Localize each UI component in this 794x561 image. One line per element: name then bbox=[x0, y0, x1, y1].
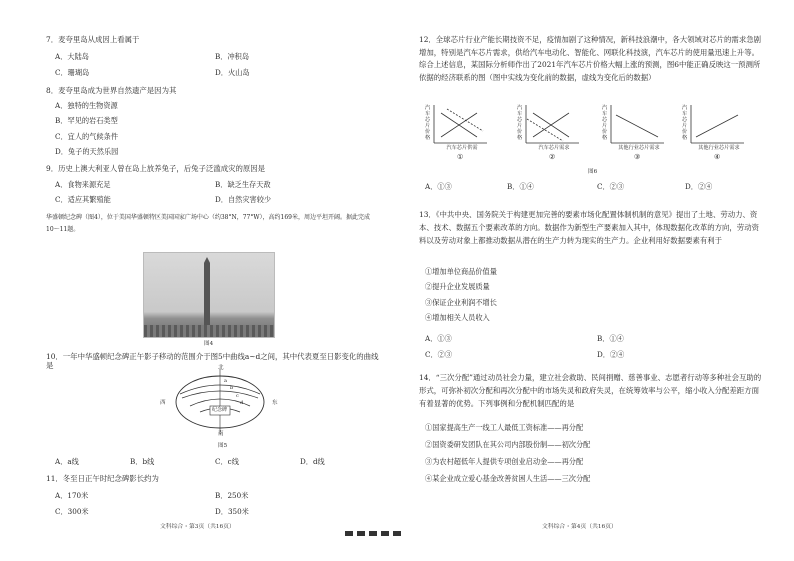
q7-option-d: D．火山岛 bbox=[215, 68, 250, 77]
q13-item-4: ④增加相关人员收入 bbox=[425, 313, 490, 322]
fig6-chart-2 bbox=[517, 103, 581, 165]
q8-option-d: D．兔子的天然乐园 bbox=[55, 147, 119, 156]
fig5-label-a: a bbox=[224, 378, 227, 384]
obelisk-shape bbox=[204, 257, 210, 331]
chart1-line-c bbox=[447, 109, 483, 131]
q10-option-d: D．d线 bbox=[300, 457, 325, 466]
chart2-xlabel: 汽车芯片需求 bbox=[538, 145, 570, 151]
right-footer: 文科综合・第4页（共16页） bbox=[542, 524, 617, 530]
q11-stem: 11．冬至日正午时纪念碑影长约为 bbox=[46, 474, 159, 483]
q9-option-c: C．适应其繁殖能 bbox=[55, 195, 111, 204]
q12-stem: 12．全球芯片行业产能长期技资不足，疫情加剧了这种情况，新科技浪潮中，各大领域对芯片的需求急剧增加，特别是汽车芯片需求，供给汽车电动化、智能化、网联化科技演，汽车芯片的使用量迅速上升等。综合上述信息，某国际分析师作出了2021年汽车芯片价格大幅上涨的预测，图6中能正确反映这一预测所依据的经济联系的图（图中实线为变化前的数据，虚线为变化后的数据） bbox=[419, 35, 761, 82]
chart4-plot bbox=[682, 103, 746, 145]
treeline bbox=[144, 325, 274, 337]
chart4-ylabel: 汽车芯片价格 bbox=[682, 105, 688, 141]
fig5-south: 南 bbox=[218, 431, 224, 437]
q13-item-2: ②提升企业发展质量 bbox=[425, 282, 490, 291]
chart2-ylabel: 汽车芯片价格 bbox=[517, 105, 523, 141]
q9-option-a: A．食物来源充足 bbox=[55, 180, 111, 189]
q10-option-c: C．c线 bbox=[215, 457, 239, 466]
chart4-number: ④ bbox=[714, 153, 721, 161]
passage: 华盛顿纪念碑（图4），位于美国华盛顿特区美国国家广场中心（约38°N，77°W），高约169米，周边平坦开阔。据此完成10～11题。 bbox=[46, 214, 370, 233]
chart4-xlabel: 其他行业芯片需求 bbox=[698, 145, 740, 151]
q11-option-d: D．350米 bbox=[215, 507, 249, 516]
q8-stem: 8．麦夸里岛成为世界自然遗产是因为其 bbox=[46, 86, 177, 95]
washington-monument-photo bbox=[143, 252, 275, 338]
chart1-ylabel: 汽车芯片价格 bbox=[425, 105, 431, 141]
fig5-caption: 图5 bbox=[218, 443, 228, 449]
q13-option-a: A．①③ bbox=[425, 334, 452, 343]
fig5-north: 北 bbox=[218, 365, 224, 371]
q10-option-a: A．a线 bbox=[55, 457, 79, 466]
divider-mark bbox=[381, 531, 389, 536]
fig5-label-d: d bbox=[240, 400, 244, 406]
fig5-diagram bbox=[170, 364, 270, 440]
q13-item-1: ①增加单位商品价值量 bbox=[425, 267, 497, 276]
divider-mark bbox=[345, 531, 353, 536]
divider-mark bbox=[369, 531, 377, 536]
q8-option-a: A．独特的生物资源 bbox=[55, 101, 118, 110]
q9-option-d: D．自然灾害较少 bbox=[215, 195, 272, 204]
divider-mark bbox=[357, 531, 365, 536]
q7-stem: 7．麦夸里岛从成因上看属于 bbox=[46, 35, 140, 44]
fig5-east: 东 bbox=[272, 400, 278, 406]
right-page bbox=[397, 0, 794, 561]
q13-option-c: C．②③ bbox=[425, 350, 453, 359]
q7-option-c: C．珊瑚岛 bbox=[55, 68, 90, 77]
q13-item-3: ③保证企业利润不增长 bbox=[425, 298, 497, 307]
chart4-line bbox=[696, 115, 738, 137]
chart3-xlabel: 其他行业芯片需求 bbox=[618, 145, 660, 151]
q13-option-d: D．②④ bbox=[597, 350, 625, 359]
q8-option-b: B．罕见的岩石类型 bbox=[55, 116, 118, 125]
q11-option-a: A．170米 bbox=[55, 491, 89, 500]
chart3-plot bbox=[602, 103, 666, 145]
left-footer: 文科综合・第3页（共16页） bbox=[160, 524, 235, 530]
chart2-plot bbox=[517, 103, 581, 145]
q14-item-1: ①国家提高生产一线工人最低工资标准——再分配 bbox=[425, 423, 584, 432]
chart1-number: ① bbox=[457, 153, 464, 161]
fig6-chart-1 bbox=[425, 103, 489, 165]
q14-item-2: ②国资委研发团队在其公司内部股份制——初次分配 bbox=[425, 440, 591, 449]
q9-stem: 9．历史上澳大利亚人曾在岛上放养兔子，后兔子泛滥成灾的原因是 bbox=[46, 164, 266, 173]
chart1-plot bbox=[425, 103, 489, 145]
chart1-xlabel: 汽车芯片供需 bbox=[446, 145, 478, 151]
chart3-line bbox=[616, 115, 658, 137]
chart2-number: ② bbox=[549, 153, 556, 161]
q12-option-b: B．①④ bbox=[507, 182, 534, 191]
q7-option-b: B．冲积岛 bbox=[215, 52, 250, 61]
q11-option-b: B．250米 bbox=[215, 491, 249, 500]
q7-option-a: A．大陆岛 bbox=[55, 52, 89, 61]
fig6-chart-4 bbox=[682, 103, 746, 165]
q10-option-b: B．b线 bbox=[130, 457, 155, 466]
q13-option-b: B．①④ bbox=[597, 334, 624, 343]
chart2-line-c bbox=[527, 119, 563, 141]
q13-stem: 13．《中共中央、国务院关于构建更加完善的要素市场化配置体制机制的意见》提出了土地、劳动力、资本、技术、数据五个要素改革的方向。数据作为新型生产要素加入其中，体现数据化改革的方向，劳动资料以及劳动对象上都推动数据从潜在的生产力转为现实的生产力。企业利用好数据要素有利于 bbox=[419, 210, 759, 245]
chart3-number: ③ bbox=[634, 153, 641, 161]
fig4-caption: 图4 bbox=[204, 341, 214, 347]
q12-option-a: A．①③ bbox=[425, 182, 452, 191]
fig6-chart-3 bbox=[602, 103, 666, 165]
q8-option-c: C．宜人的气候条件 bbox=[55, 132, 119, 141]
q10-stem: 10．一年中华盛顿纪念碑正午影子移动的范围介于图5中曲线a~d之间，其中代表夏至日影变化的曲线是 bbox=[46, 352, 379, 370]
chart3-ylabel: 汽车芯片价格 bbox=[602, 105, 608, 141]
q14-item-4: ④某企业成立爱心基金改善贫困人生活——三次分配 bbox=[425, 474, 591, 483]
q12-option-d: D．②④ bbox=[685, 182, 713, 191]
q12-option-c: C．②③ bbox=[597, 182, 625, 191]
q14-item-3: ③为农村超低年人提供专项创业启动金——再分配 bbox=[425, 457, 584, 466]
fig5-label-b: b bbox=[230, 385, 234, 391]
fig5-center-label: 纪念碑 bbox=[212, 407, 228, 413]
q11-option-c: C．300米 bbox=[55, 507, 89, 516]
fig5-label-c: c bbox=[236, 393, 239, 399]
fig5-west: 西 bbox=[160, 400, 166, 406]
fig6-caption: 图6 bbox=[588, 169, 598, 175]
q14-stem: 14．“三次分配”通过动员社会力量，建立社会救助、民间捐赠、慈善事业、志愿者行动等多种社会互助的形式，可弥补初次分配和再次分配中的市场失灵和政府失灵，在统筹效率与公平，缩小收入分配差距方面有着显著的优势。下列事例和分配机制匹配的是 bbox=[419, 373, 762, 408]
q9-option-b: B．缺乏生存天敌 bbox=[215, 180, 271, 189]
